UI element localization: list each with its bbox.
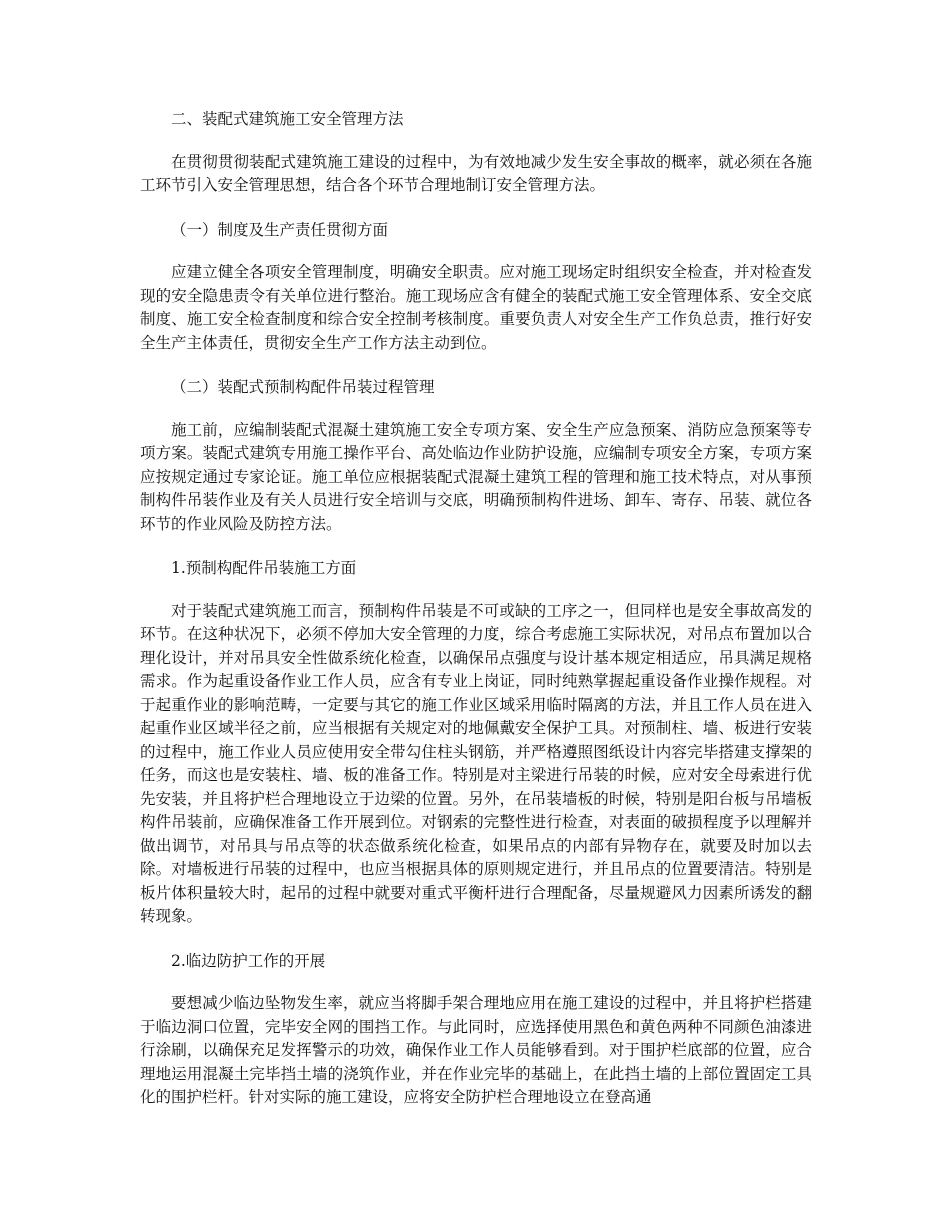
- section1-paragraph: 应建立健全各项安全管理制度，明确安全职责。应对施工现场定时组织安全检查，并对检查发现的安全隐患责令有关单位进行整治。施工现场应含有健全的装配式施工安全管理体系、安全交底制度、施工安全检查制度和综合安全控制考核制度。重要负责人对安全生产工作负总责，推行好安全生产主体责任，贯彻安全生产工作方法主动到位。: [140, 263, 812, 352]
- section2-heading: （二）装配式预制构配件吊装过程管理: [171, 378, 435, 396]
- section2-paragraph: 施工前，应编制装配式混凝土建筑施工安全专项方案、安全生产应急预案、消防应急预案等专项方案。装配式建筑专用施工操作平台、高处临边作业防护设施，应编制专项安全方案，专项方案应按规定通过专家论证。施工单位应根据装配式混凝土建筑工程的管理和施工技术特点，对从事预制构件吊装作业及有关人员进行安全培训与交底，明确预制构件进场、卸车、寄存、吊装、就位各环节的作业风险及防控方法。: [140, 420, 812, 533]
- intro-paragraph: 在贯彻贯彻装配式建筑施工建设的过程中，为有效地减少发生安全事故的概率，就必须在各施工环节引入安全管理思想，结合各个环节合理地制订安全管理方法。: [140, 152, 812, 194]
- subsection1-paragraph: 对于装配式建筑施工而言，预制构件吊装是不可或缺的工序之一，但同样也是安全事故高发的环节。在这种状况下，必须不停加大安全管理的力度，综合考虑施工实际状况，对吊点布置加以合理化设计，并对吊具安全性做系统化检查，以确保吊点强度与设计基本规定相适应，吊具满足规格需求。作为起重设备作业工作人员，应含有专业上岗证，同时纯熟掌握起重设备作业操作规程。对于起重作业的影响范畴，一定要与其它的施工作业区域采用临时隔离的方法，并且工作人员在进入起重作业区域半径之前，应当根据有关规定对的地佩戴安全保护工具。对预制柱、墙、板进行安装的过程中，施工作业人员应使用安全带勾住柱头钢筋，并严格遵照图纸设计内容完毕搭建支撑架的任务，而这也是安装柱、墙、板的准备工作。特别是对主梁进行吊装的时候，应对安全母索进行优先安装，并且将护栏合理地设立于边梁的位置。另外，在吊装墙板的时候，特别是阳台板与吊墙板构件吊装前，应确保准备工作开展到位。对钢索的完整性进行检查，对表面的破损程度予以理解并做出调节，对吊具与吊点等的状态做系统化检查，如果吊点的内部有异物存在，就要及时加以去除。对墙板进行吊装的过程中，也应当根据具体的原则规定进行，并且吊点的位置要清洁。特别是板片体积量较大时，起吊的过程中就要对重式平衡杆进行合理配备，尽量规避风力因素所诱发的翻转现象。: [140, 601, 812, 925]
- subsection1-heading: 1.预制构配件吊装施工方面: [171, 559, 357, 577]
- section-heading-main: 二、装配式建筑施工安全管理方法: [171, 110, 404, 128]
- section1-heading: （一）制度及生产责任贯彻方面: [171, 220, 389, 239]
- subsection2-heading: 2.临边防护工作的开展: [171, 951, 326, 970]
- document-body: [140, 108, 812, 1110]
- subsection2-paragraph: 要想减少临边坠物发生率，就应当将脚手架合理地应用在施工建设的过程中，并且将护栏搭建于临边洞口位置，完毕安全网的围挡工作。与此同时，应选择使用黑色和黄色两种不同颜色油漆进行涂刷，以确保充足发挥警示的功效，确保作业工作人员能够看到。对于围护栏底部的位置，应合理地运用混凝土完毕挡土墙的浇筑作业，并在作业完毕的基础上，在此挡土墙的上部位置固定工具化的围护栏杆。针对实际的施工建设，应将安全防护栏合理地设立在登高通: [140, 994, 812, 1106]
